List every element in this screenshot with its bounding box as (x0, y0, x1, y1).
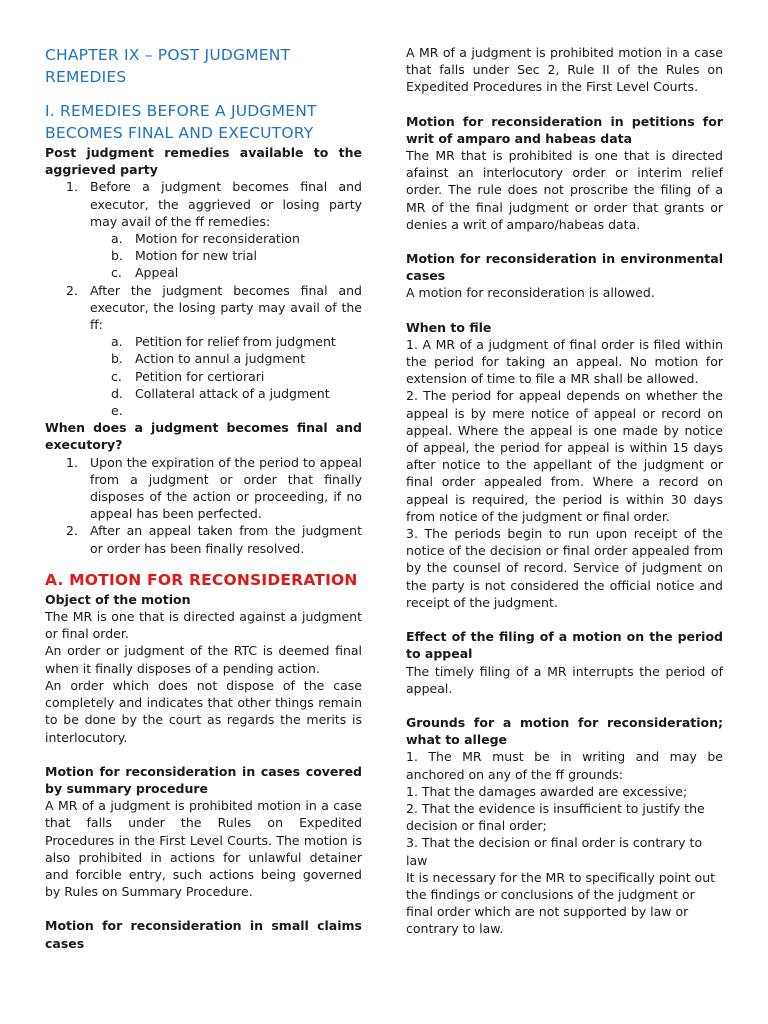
sub-list-item: c. Petition for certiorari (111, 368, 265, 384)
paragraph: It is necessary for the MR to specifically point out the findings or conclusions of the judgment or final order which are not supported by law or contrary to law. (406, 869, 716, 937)
list-item: 2. After an appeal taken from the judgment or order has been finally resolved. (66, 523, 362, 556)
final-heading: When does a judgment becomes final and executory? (45, 420, 362, 453)
environmental-heading: Motion for reconsideration in environmental cases (406, 251, 723, 284)
section-title-motion: A. MOTION FOR RECONSIDERATION (45, 570, 358, 589)
effect-heading: Effect of the filing of a motion on the period to appeal (406, 629, 723, 662)
remedies-list (45, 178, 362, 419)
list-marker: 2. (66, 282, 78, 298)
ground-item: 3. That the decision or final order is contrary to law (406, 835, 703, 868)
sub-list-item: b. Action to annul a judgment (111, 351, 306, 367)
chapter-title: CHAPTER IX – POST JUDGMENT REMEDIES (45, 46, 291, 86)
sub-list-item: a. Motion for reconsideration (111, 231, 300, 247)
summary-heading: Motion for reconsideration in cases covered by summary procedure (45, 763, 362, 796)
ground-item: 1. That the damages awarded are excessive; (406, 783, 688, 799)
paragraph: An order or judgment of the RTC is deemed final when it finally disposes of a pending action. (45, 643, 362, 676)
paragraph: A MR of a judgment is prohibited motion in a case that falls under Sec 2, Rule II of the Rules on Expedited Procedures in the First Level Courts. (406, 45, 723, 95)
sub-list-item: b. Motion for new trial (111, 248, 257, 264)
left-column (45, 44, 362, 952)
paragraph: 1. A MR of a judgment of final order is filed within the period for taking an appeal. No motion for extension of time to file a MR shall be allowed. (406, 336, 723, 387)
list-marker: 1. (66, 179, 78, 195)
right-column (406, 44, 723, 938)
ground-item: 2. That the evidence is insufficient to justify the decision or final order; (406, 800, 705, 834)
sub-list-item: d. Collateral attack of a judgment (111, 385, 330, 401)
paragraph: The MR that is prohibited is one that is directed afainst an interlocutory order or interim relief order. The rule does not proscribe the filing of a MR of the final judgment or order that grants or denies a writ of amparo/habeas data. (406, 148, 723, 232)
list-item (45, 178, 362, 230)
final-list (45, 454, 362, 557)
object-heading: Object of the motion (45, 591, 191, 607)
section-title-remedies: I. REMEDIES BEFORE A JUDGMENT BECOMES FINAL AND EXECUTORY (45, 102, 317, 142)
paragraph: 3. The periods begin to run upon receipt of the notice of the decision or final order appealed from by the counsel of record. Service of judgment on the party is not considered the official notice and receipt of the judgment. (406, 526, 723, 610)
sub-list-item: c. Appeal (111, 265, 179, 281)
paragraph: The MR is one that is directed against a judgment or final order. (45, 609, 362, 642)
paragraph: The timely filing of a MR interrupts the period of appeal. (406, 663, 723, 696)
paragraph: 1. The MR must be in writing and may be anchored on any of the ff grounds: (406, 749, 723, 782)
list-item-text: Before a judgment becomes final and executor, the aggrieved or losing party may avail of the ff remedies: (90, 179, 362, 229)
grounds-heading: Grounds for a motion for reconsideration; what to allege (406, 714, 723, 748)
small-claims-heading: Motion for reconsideration in small claims cases (45, 918, 362, 951)
sub-list-item: e. (111, 403, 123, 419)
list-item-text: After the judgment becomes final and executor, the losing party may avail of the ff: (90, 282, 362, 333)
paragraph: A motion for reconsideration is allowed. (406, 285, 655, 301)
amparo-heading: Motion for reconsideration in petitions for writ of amparo and habeas data (406, 113, 723, 146)
list-item: 1. Upon the expiration of the period to appeal from a judgment or order that finally disposes of the action or proceeding, if no appeal has been perfected. (66, 454, 362, 522)
remedies-heading: Post judgment remedies available to the aggrieved party (45, 145, 362, 178)
sub-list-item: a. Petition for relief from judgment (111, 334, 336, 350)
when-to-file-heading: When to file (406, 319, 492, 335)
paragraph: A MR of a judgment is prohibited motion in a case that falls under the Rules on Expedited Procedures in the First Level Courts. The motion is also prohibited in actions for unlawful detainer and forcible entry, such actions being governed by Rules on Summary Procedure. (45, 798, 362, 900)
list-item (45, 282, 362, 334)
paragraph: An order which does not dispose of the case completely and indicates that other things remain to be done by the court as regards the merits is interlocutory. (45, 677, 362, 745)
paragraph: 2. The period for appeal depends on whether the appeal is by mere notice of appeal or record on appeal. Where the appeal is one made by notice of appeal, the period for appeal is within 15 days after notice to the appellant of the judgment or final order appealed from. Where a record on appeal is required, the period is within 30 days from notice of the judgment or final order. (406, 388, 723, 524)
